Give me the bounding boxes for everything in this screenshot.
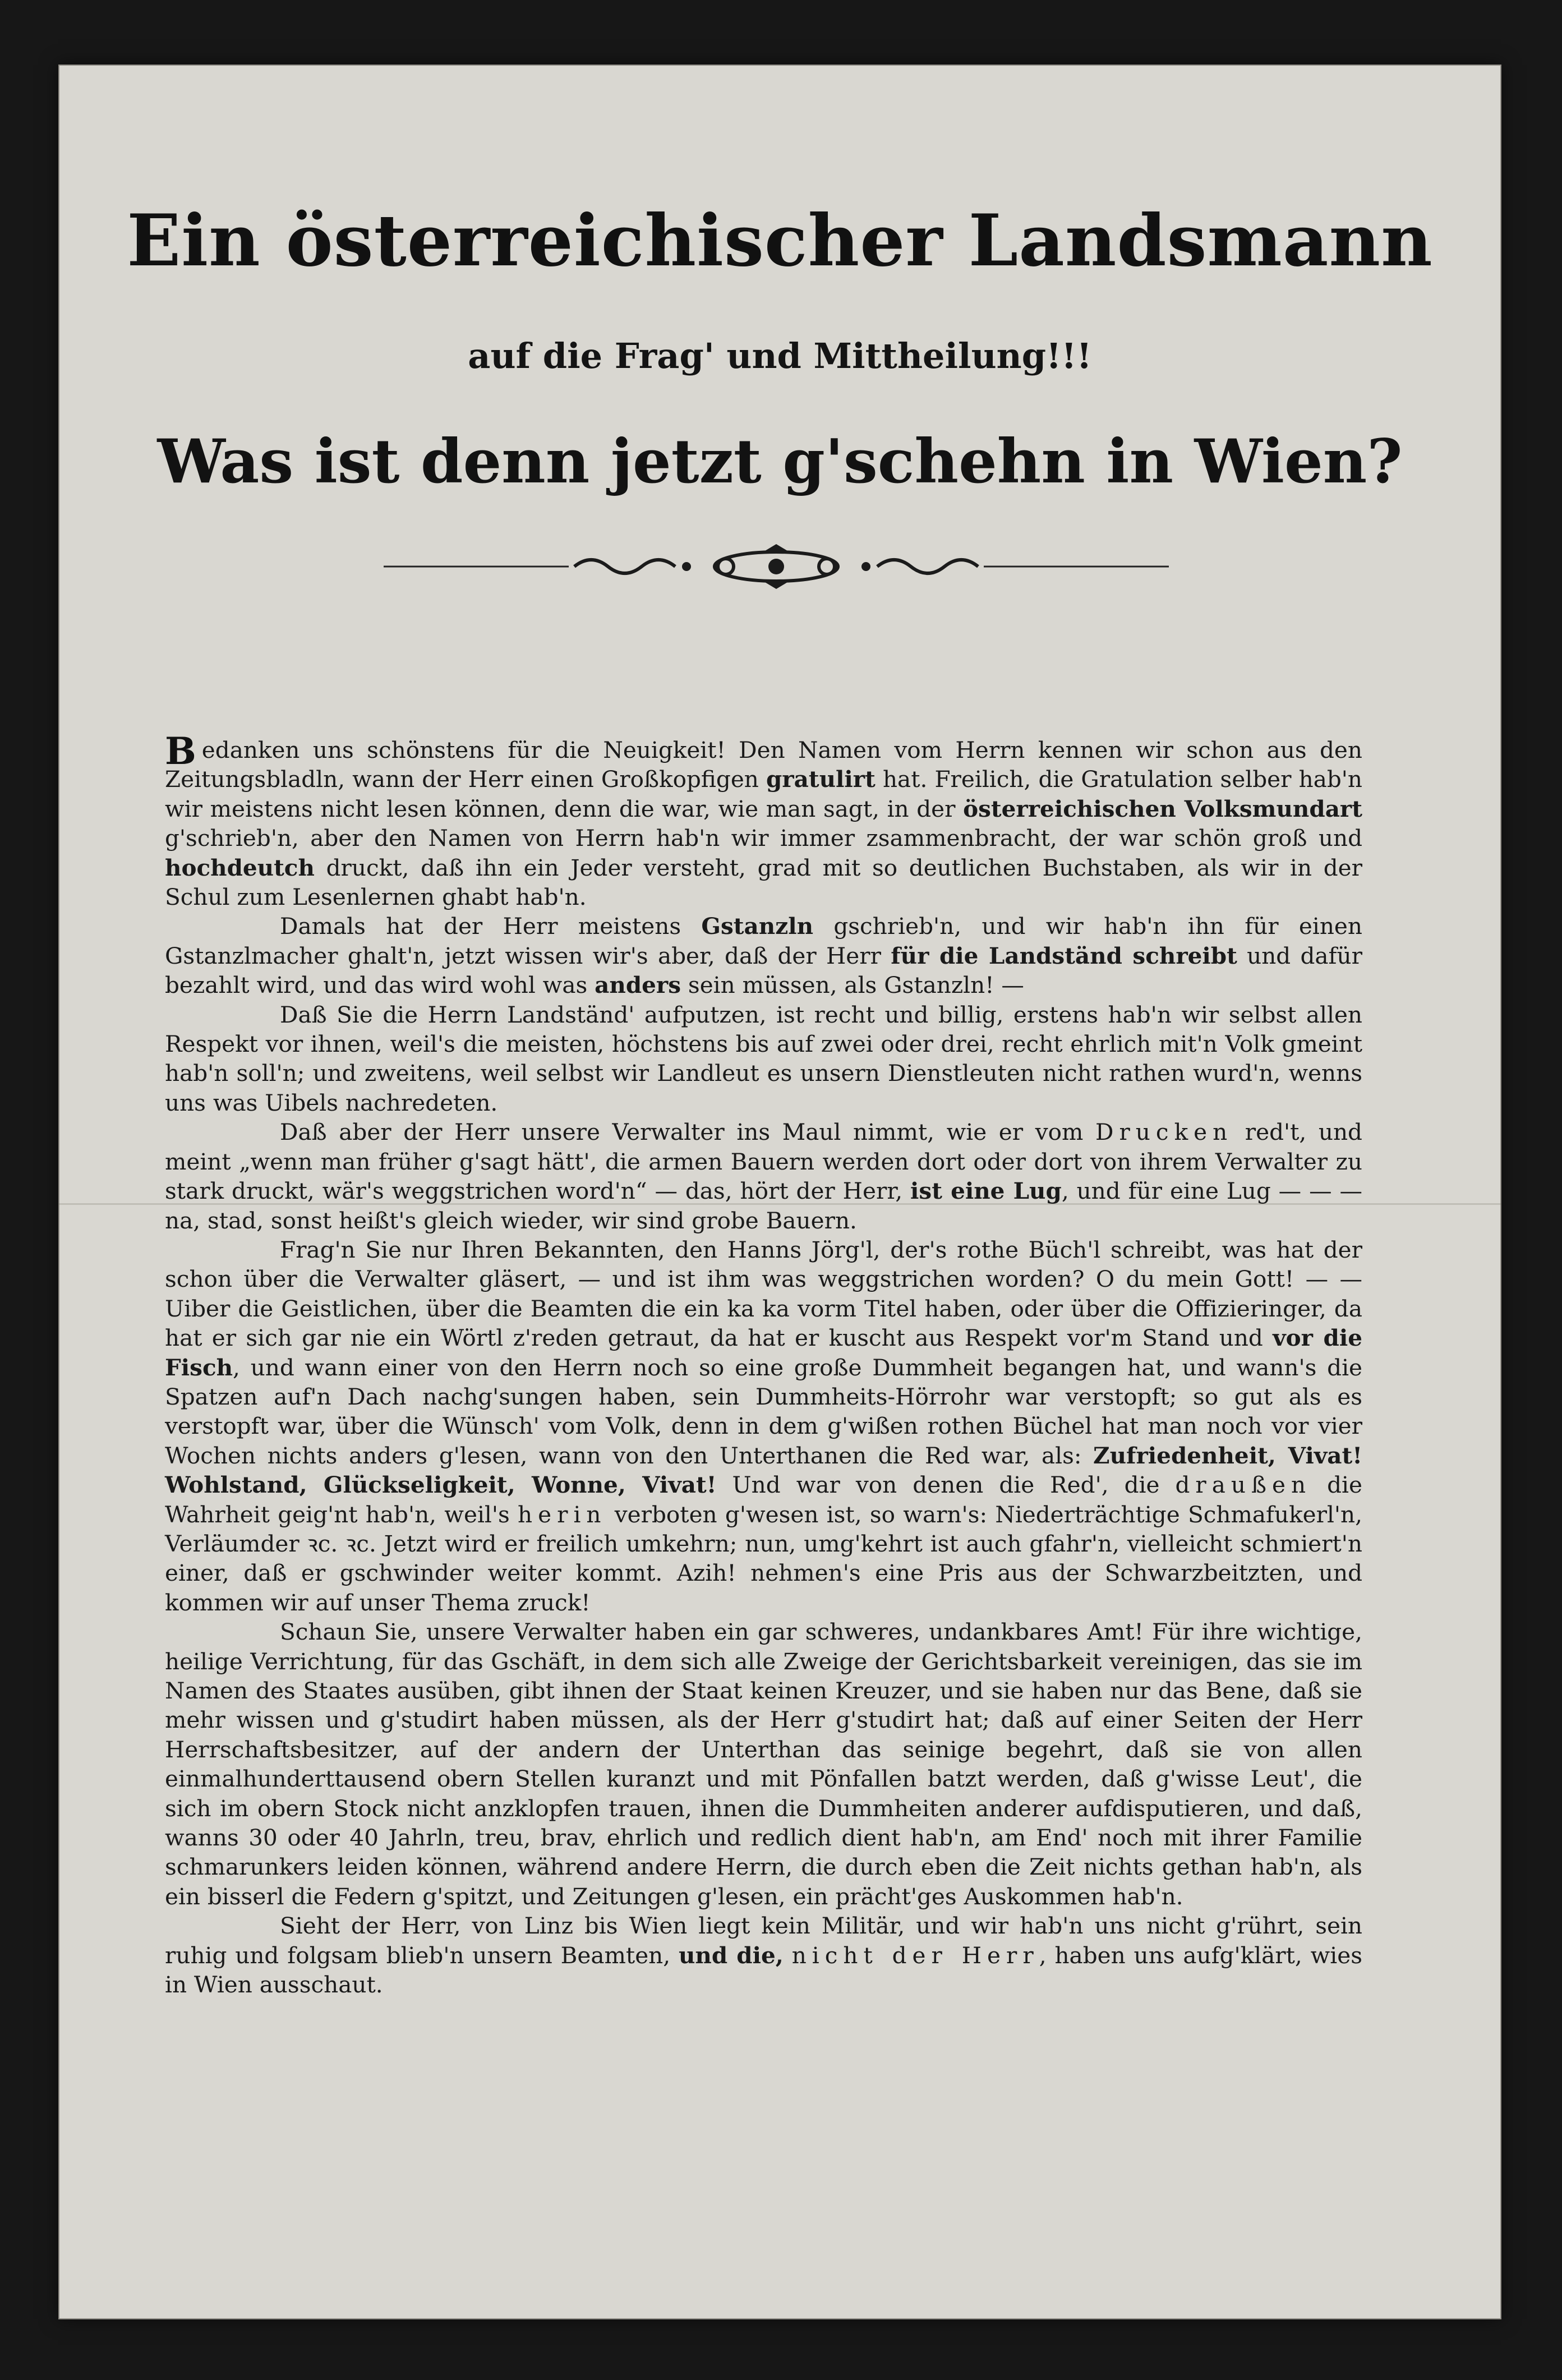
document-title: Ein österreichischer Landsmann <box>127 199 1433 282</box>
text-run: druckt, daß ihn ein Jeder versteht, grad mit so deutlichen Buchstaben, als wir in der Schul zum Lesenlernen ghabt hab'n. <box>165 854 1362 911</box>
paragraph-p5 <box>165 1235 1362 1617</box>
emphasized-text: Gstanzln <box>701 913 814 940</box>
text-run: die Wahrheit geig'nt hab'n, weil's <box>165 1471 1362 1528</box>
text-run: und dafür bezahlt wird, und das wird wohl was <box>165 942 1362 999</box>
text-run: Frag'n Sie nur Ihren Bekannten, den Hanns Jörg'l, der's rothe Büch'l schreibt, was hat der schon über die Verwalter gläsert, — und ist ihm was weggstrichen worden? O du mein Gott! — — Uiber die Geistlichen, über die Beamten die ein ka ka vorm Titel haben, oder über die Offizieringer, da hat er sich gar nie ein Wörtl z'reden getraut, da hat er kuscht aus Respekt vor'm Stand und <box>165 1236 1362 1352</box>
text-run: Daß aber der Herr unsere Verwalter ins Maul nimmt, wie er vom <box>280 1118 1095 1146</box>
text-run: gschrieb'n, und wir hab'n ihn für einen Gstanzlmacher ghalt'n, jetzt wissen wir's aber, daß der Herr <box>165 913 1362 969</box>
paragraph-p1 <box>165 729 1362 912</box>
emphasized-text: und die, <box>678 1941 784 1969</box>
broadsheet-page <box>58 65 1501 2319</box>
text-run: Schaun Sie, unsere Verwalter haben ein gar schweres, undankbares Amt! Für ihre wichtige, heilige Verrichtung, für das Gschäft, in dem sich alle Zweige der Gerichtsbarkeit vereinigen, das sie im Namen des Staates ausüben, gibt ihnen der Staat keinen Kreuzer, und sie haben nur das Bene, daß sie mehr wissen und g'studirt haben müssen, als der Herr g'studirt hat; daß auf einer Seiten der Herr Herrschaftsbesitzer, auf der andern der Unterthan das seinige begehrt, daß sie von allen einmalhunderttausend obern Stellen kuranzt und mit Pönfallen batzt werden, daß g'wisse Leut', die sich im obern Stock nicht anzklopfen trauen, ihnen die Dummheiten anderer aufdisputieren, und daß, wanns 30 oder 40 Jahrln, treu, brav, ehrlich und redlich dient hab'n, am End' noch mit ihrer Familie schmarunkers leiden können, während andere Herrn, die durch eben die Zeit nichts gethan hab'n, als ein bisserl die Federn g'spitzt, und Zeitungen g'lesen, ein prächt'ges Auskommen hab'n. <box>165 1618 1362 1910</box>
document-subtitle: auf die Frag' und Mittheilung!!! <box>468 335 1092 376</box>
drop-cap: B <box>165 729 196 773</box>
paragraph-p3 <box>165 1000 1362 1118</box>
text-run: , und für eine Lug — — — na, stad, sonst heißt's gleich wieder, wir sind grobe Bauern. <box>165 1177 1362 1234</box>
emphasized-text: Zufriedenheit, Vivat! Wohlstand, Glückseligkeit, Wonne, Vivat! <box>165 1442 1362 1499</box>
article-body <box>165 729 1362 1999</box>
emphasized-text: für die Landständ schreibt <box>891 942 1237 969</box>
paragraph-p6 <box>165 1617 1362 1911</box>
ornamental-divider-icon <box>384 544 1169 589</box>
emphasized-text: hochdeutch <box>165 854 315 881</box>
emphasized-text: anders <box>595 972 681 999</box>
text-run: g'schrieb'n, aber den Namen von Herrn hab'n wir immer zsammenbracht, der war schön groß und <box>165 825 1362 852</box>
spaced-text: Drucken <box>1095 1118 1233 1146</box>
text-run: Und war von denen die Red', die <box>716 1471 1176 1499</box>
emphasized-text: österreichischen Volksmundart <box>963 795 1362 822</box>
paragraph-p2 <box>165 912 1362 1000</box>
text-run <box>784 1942 792 1969</box>
text-run: edanken uns schönstens für die Neuigkeit! Den Namen vom Herrn kennen wir schon aus den Zeitungsbladln, wann der Herr einen Großkopfigen <box>165 736 1362 793</box>
spaced-text: herin <box>518 1500 607 1528</box>
text-run: Sieht der Herr, von Linz bis Wien liegt kein Militär, und wir hab'n uns nicht g'rührt, sein ruhig und folgsam blieb'n unsern Beamten, <box>165 1912 1362 1969</box>
spaced-text: nicht der Herr <box>791 1941 1039 1969</box>
text-run: , und wann einer von den Herrn noch so eine große Dummheit begangen hat, und wann's die Spatzen auf'n Dach nachg'sungen haben, sein Dummheits-Hörrohr war verstopft; so gut als es verstopft war, über die Wünsch' vom Volk, denn in dem g'wißen rothen Büchel hat man noch vor vier Wochen nichts anders g'lesen, wann von den Unterthanen die Red war, als: <box>165 1354 1362 1469</box>
text-run: hat. Freilich, die Gratulation selber hab'n wir meistens nicht lesen können, denn die war, wie man sagt, in der <box>165 766 1362 822</box>
emphasized-text: gratulirt <box>766 766 876 793</box>
text-run: , haben uns aufg'klärt, wies in Wien ausschaut. <box>165 1941 1362 1999</box>
text-run: Damals hat der Herr meistens <box>280 913 702 940</box>
text-run: sein müssen, als Gstanzln! — <box>681 972 1024 999</box>
text-run: verboten g'wesen ist, so warn's: Niederträchtige Schmafukerl'n, Verläumder ꝛc. ꝛc. Jetzt wird er freilich umkehrn; nun, umg'kehrt ist auch gfahr'n, vielleicht schmiert'n einer, daß er gschwinder weiter kommt. Azih! nehmen's eine Pris aus der Schwarzbeitzten, und kommen wir auf unser Thema zruck! <box>165 1500 1362 1616</box>
emphasized-text: vor die Fisch <box>165 1324 1362 1381</box>
paragraph-p7 <box>165 1911 1362 1999</box>
document-headline: Was ist denn jetzt g'schehn in Wien? <box>157 426 1403 497</box>
text-run: red't, und meint „wenn man früher g'sagt hätt', die armen Bauern werden dort oder dort von ihrem Verwalter zu stark druckt, wär's weggstrichen word'n“ — das, hört der Herr, <box>165 1118 1362 1205</box>
text-run: Daß Sie die Herrn Landständ' aufputzen, ist recht und billig, erstens hab'n wir selbst allen Respekt vor ihnen, weil's die meisten, höchstens bis auf zwei oder drei, recht ehrlich mit'n Volk gmeint hab'n soll'n; und zweitens, weil selbst wir Landleut es unsern Dienstleuten nicht rathen wurd'n, wenns uns was Uibels nachredeten. <box>165 1001 1362 1116</box>
spaced-text: draußen <box>1175 1471 1312 1499</box>
emphasized-text: ist eine Lug <box>910 1177 1062 1205</box>
paragraph-p4 <box>165 1117 1362 1235</box>
